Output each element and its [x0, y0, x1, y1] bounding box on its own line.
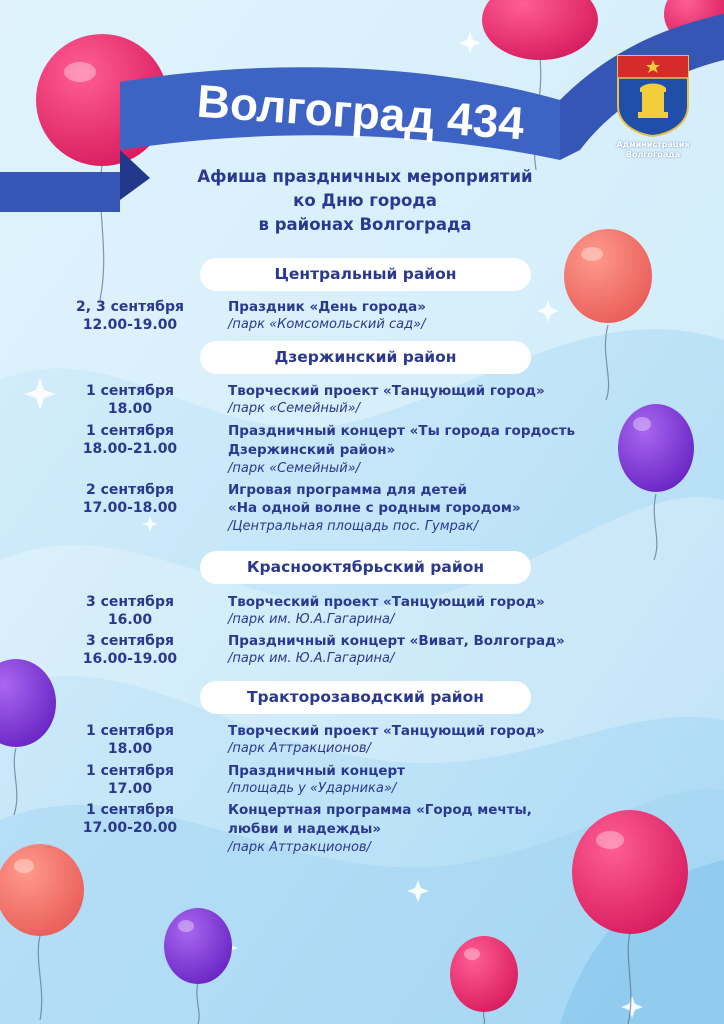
event-time: 18.00 — [107, 741, 153, 757]
event-title: Праздничный концерт «Ты города гордость — [228, 423, 576, 439]
event-date: 1 сентября — [86, 423, 174, 439]
event-title: Концертная программа «Город мечты, — [228, 802, 532, 818]
event-place: /парк им. Ю.А.Гагарина/ — [228, 651, 395, 666]
event-place: /парк Аттракционов/ — [228, 840, 371, 855]
event-place: /парк «Семейный»/ — [228, 461, 361, 476]
district-header-central: Центральный район — [200, 258, 531, 291]
event-title: Творческий проект «Танцующий город» — [228, 723, 545, 739]
event-place: /Центральная площадь пос. Гумрак/ — [228, 519, 478, 534]
event-date: 1 сентября — [86, 723, 174, 739]
event-place: /парк Аттракционов/ — [228, 741, 371, 756]
subtitle-line2: ко Дню города — [293, 191, 437, 210]
coat-of-arms-icon — [610, 48, 696, 138]
event-date: 3 сентября — [86, 594, 174, 610]
district-header-dzerzhinsky: Дзержинский район — [200, 341, 531, 374]
event-time: 18.00-21.00 — [82, 441, 178, 457]
event-time: 18.00 — [107, 401, 153, 417]
admin-label-line2: Волгограда — [625, 150, 681, 159]
event-title: Праздничный концерт «Виват, Волгоград» — [228, 633, 565, 649]
event-place: /площадь у «Ударника»/ — [228, 781, 397, 796]
event-title: Праздник «День города» — [228, 299, 426, 315]
page-title: Волгоград 434 — [195, 74, 526, 150]
admin-label-line1: Администрация — [616, 140, 690, 149]
district-header-krasnooktyabrsky: Краснооктябрьский район — [200, 551, 531, 584]
subtitle-line3: в районах Волгограда — [258, 215, 472, 234]
event-title-line2: Дзержинский район» — [228, 442, 396, 458]
district-header-traktorozavodsky: Тракторозаводский район — [200, 681, 531, 714]
event-title: Праздничный концерт — [228, 763, 405, 779]
event-place: /парк им. Ю.А.Гагарина/ — [228, 612, 395, 627]
event-title: Игровая программа для детей — [228, 482, 467, 498]
event-time: 17.00-20.00 — [82, 820, 178, 836]
event-date: 1 сентября — [86, 383, 174, 399]
event-place: /парк «Комсомольский сад»/ — [228, 317, 426, 332]
event-title-line2: любви и надежды» — [228, 821, 382, 837]
event-time: 12.00-19.00 — [82, 317, 178, 333]
event-title: Творческий проект «Танцующий город» — [228, 594, 545, 610]
ribbon-title — [150, 70, 570, 160]
event-date: 2, 3 сентября — [76, 299, 184, 315]
event-date: 2 сентября — [86, 482, 174, 498]
event-date: 1 сентября — [86, 763, 174, 779]
event-time: 17.00-18.00 — [82, 500, 178, 516]
event-date: 3 сентября — [86, 633, 174, 649]
event-time: 17.00 — [107, 781, 153, 797]
subtitle-line1: Афиша праздничных мероприятий — [197, 167, 533, 186]
event-date: 1 сентября — [86, 802, 174, 818]
event-time: 16.00-19.00 — [82, 651, 178, 667]
event-title: Творческий проект «Танцующий город» — [228, 383, 545, 399]
event-time: 16.00 — [107, 612, 153, 628]
event-place: /парк «Семейный»/ — [228, 401, 361, 416]
event-title-line2: «На одной волне с родным городом» — [228, 500, 521, 516]
